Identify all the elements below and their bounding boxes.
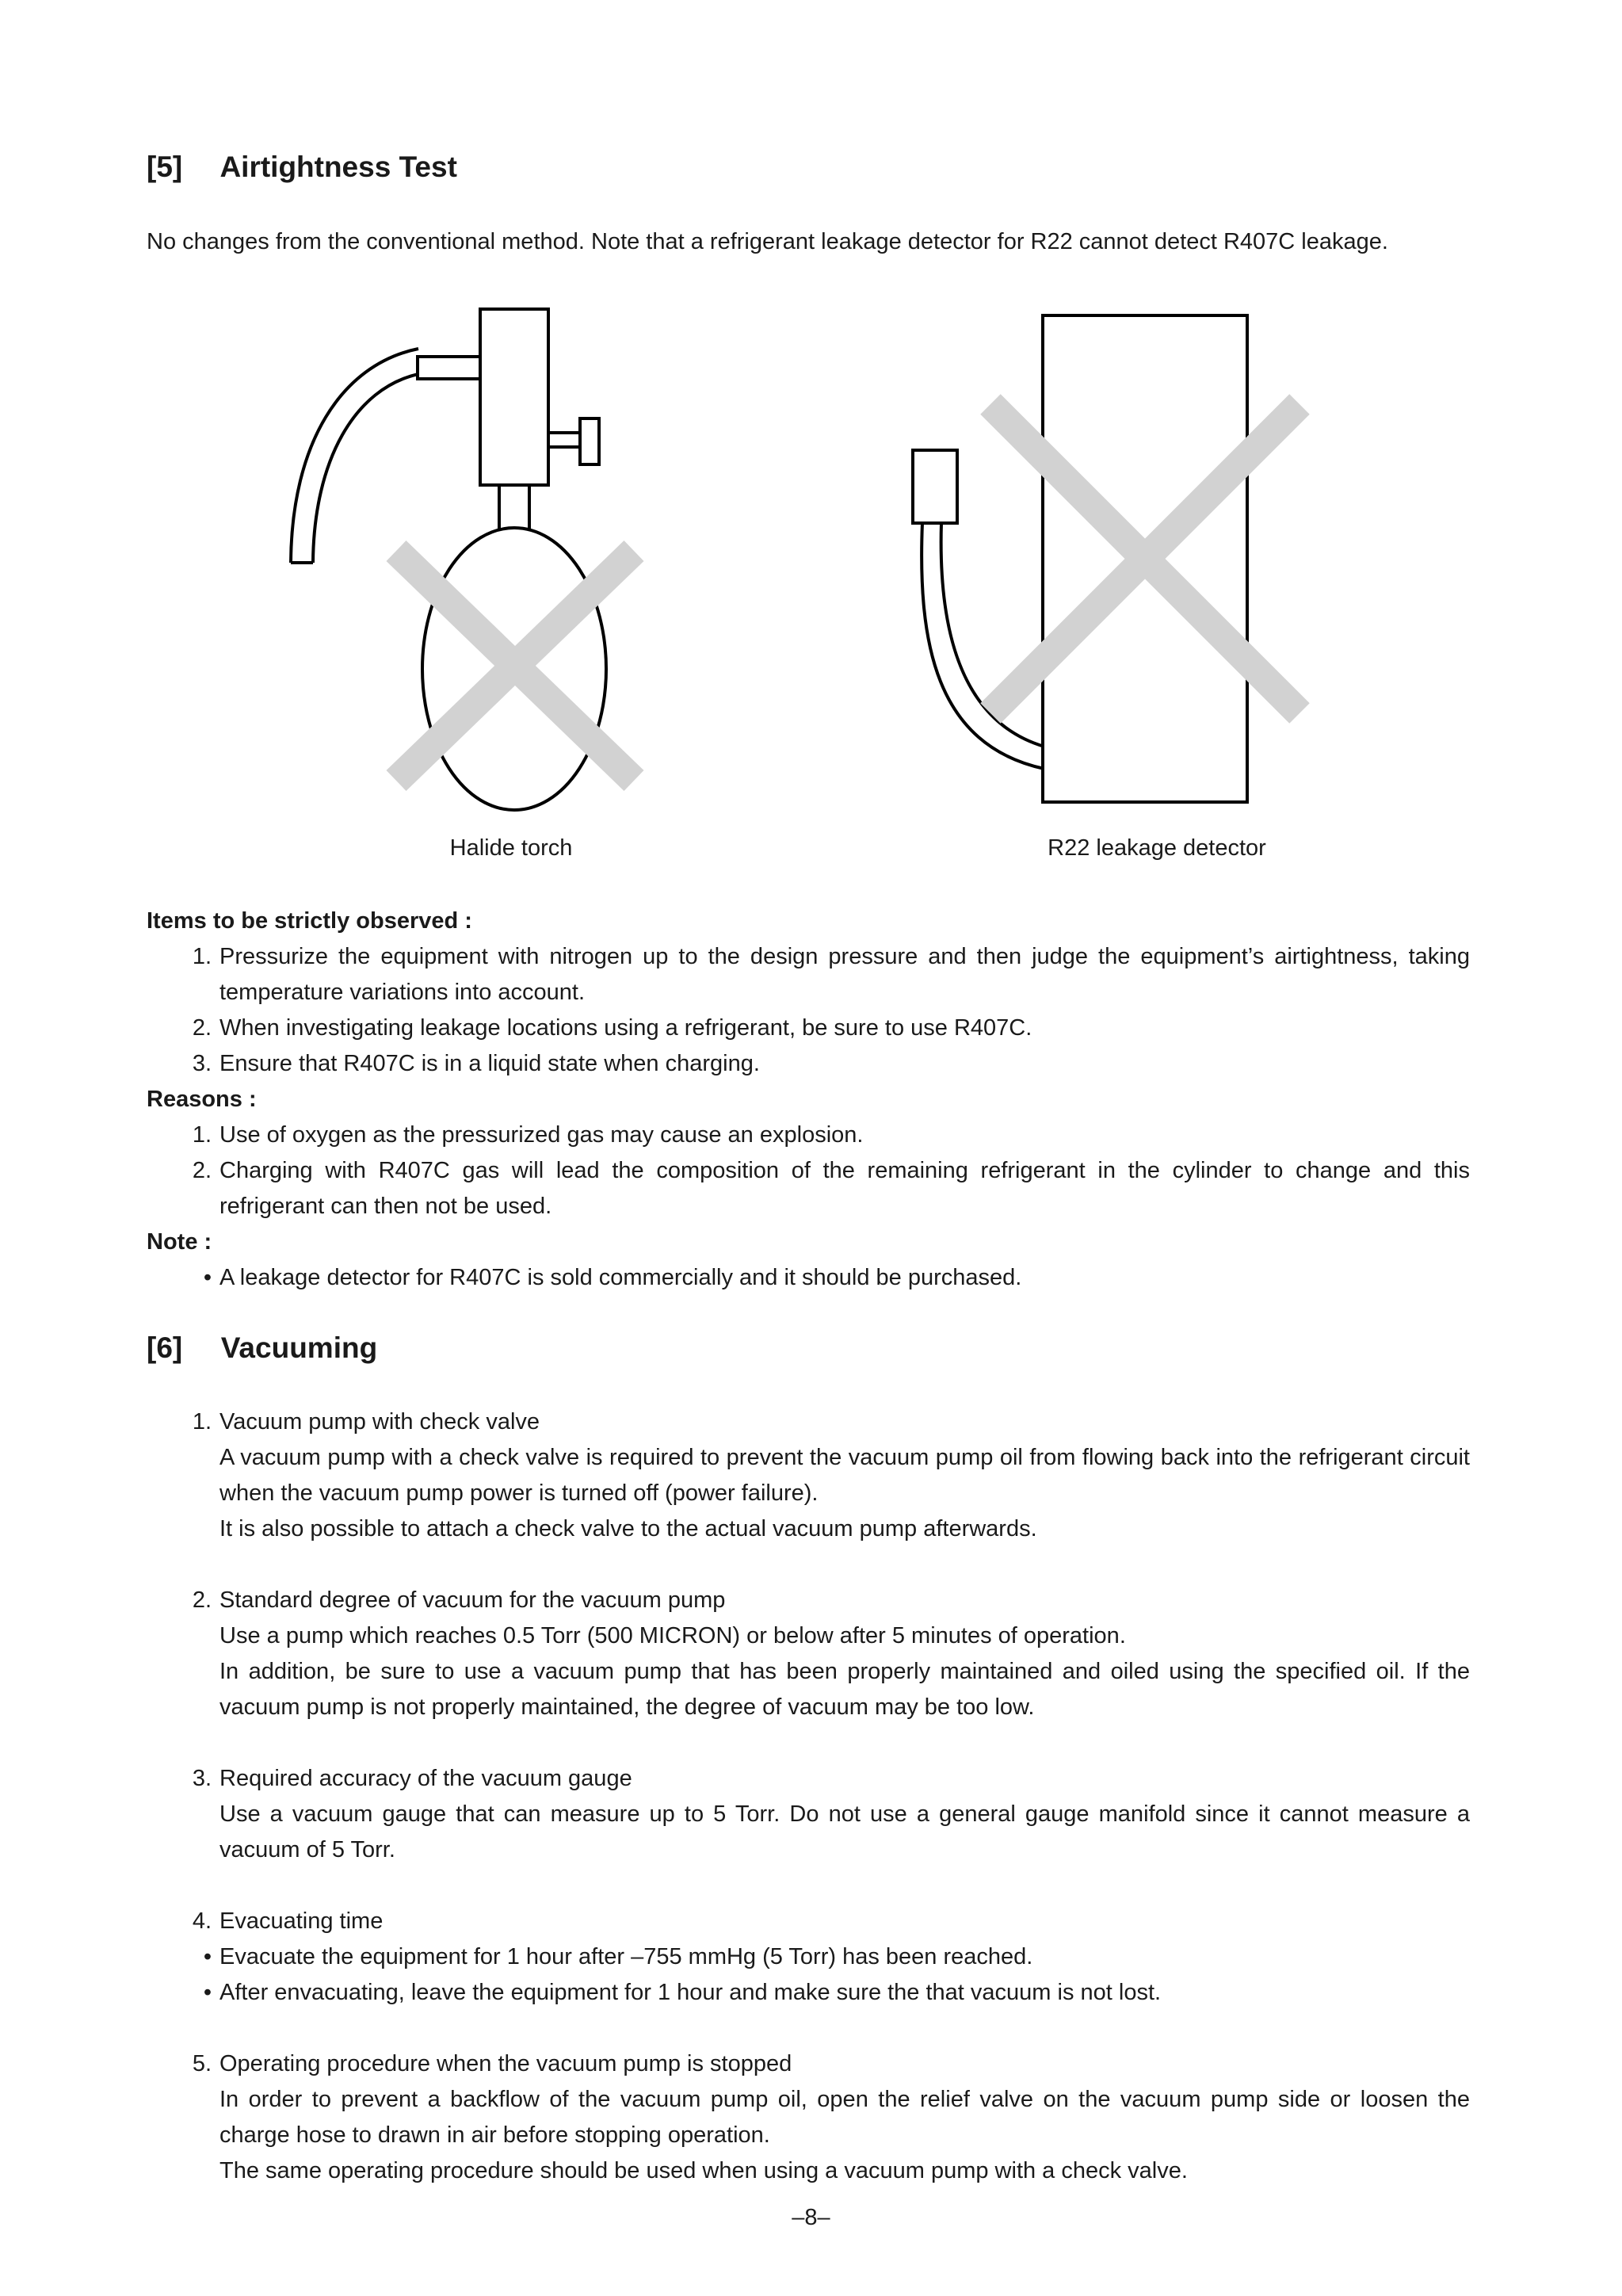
list-number: 2. — [192, 1158, 212, 1183]
leak-detector-figures — [0, 301, 1622, 856]
section-5-number: [5] — [147, 151, 183, 183]
observe-item-1 — [147, 939, 1470, 1010]
list-text: After envacuating, leave the equipment for 1 hour and make sure the that vacuum is not lost. — [219, 1980, 1162, 2005]
list-number: 3. — [192, 1051, 212, 1076]
bullet: • — [203, 1265, 212, 1290]
page-number: –8– — [792, 2205, 830, 2230]
list-number: 5. — [192, 2051, 212, 2076]
section-6-heading — [147, 1331, 377, 1365]
item-heading: Required accuracy of the vacuum gauge — [219, 1766, 632, 1791]
note-item-1 — [147, 1260, 1470, 1296]
halide-torch-caption: Halide torch — [449, 835, 573, 861]
item-line: The same operating procedure should be used when using a vacuum pump with a check valve. — [219, 2158, 1188, 2183]
section-5-heading — [147, 151, 457, 184]
list-text: Ensure that R407C is in a liquid state when charging. — [219, 1051, 760, 1076]
bullet: • — [203, 1980, 212, 2005]
vacuum-item-2 — [147, 1583, 1470, 1725]
section-5-title: Airtightness Test — [219, 151, 457, 183]
vacuum-item-4-bullet-1 — [147, 1939, 1470, 1975]
item-heading: Evacuating time — [219, 1908, 384, 1934]
r22-leakage-detector-illustration — [913, 315, 1247, 802]
list-number: 1. — [192, 1122, 212, 1148]
list-number: 4. — [192, 1908, 212, 1934]
list-text: Charging with R407C gas will lead the composition of the remaining refrigerant in the cylinder to change and this refrigerant can then not be used. — [219, 1158, 1470, 1219]
item-line: In order to prevent a backflow of the vacuum pump oil, open the relief valve on the vacuum pump side or loosen the charge hose to drawn in air before stopping operation. — [219, 2087, 1470, 2148]
list-number: 3. — [192, 1766, 212, 1791]
r22-detector-caption: R22 leakage detector — [1048, 835, 1266, 861]
item-line: In addition, be sure to use a vacuum pump that has been properly maintained and oiled using the specified oil. If the vacuum pump is not properly maintained, the degree of vacuum may be too low. — [219, 1659, 1470, 1720]
list-text: Pressurize the equipment with nitrogen up to the design pressure and then judge the equipment’s airtightness, taking temperature variations into account. — [219, 944, 1470, 1005]
observe-item-3 — [147, 1046, 1470, 1082]
list-number: 2. — [192, 1015, 212, 1041]
section-5-intro: No changes from the conventional method. Note that a refrigerant leakage detector for R22 cannot detect R407C leakage. — [147, 229, 1388, 254]
item-heading: Standard degree of vacuum for the vacuum pump — [219, 1587, 726, 1613]
vacuum-item-1 — [147, 1404, 1470, 1547]
vacuum-item-3 — [147, 1761, 1470, 1868]
list-number: 1. — [192, 1409, 212, 1435]
list-text: When investigating leakage locations using a refrigerant, be sure to use R407C. — [219, 1015, 1032, 1041]
item-heading: Vacuum pump with check valve — [219, 1409, 540, 1435]
note-label: Note : — [147, 1229, 212, 1255]
observe-label: Items to be strictly observed : — [147, 908, 472, 934]
item-line: A vacuum pump with a check valve is required to prevent the vacuum pump oil from flowing back into the refrigerant circuit when the vacuum pump power is turned off (power failure). — [219, 1445, 1470, 1506]
item-heading: Operating procedure when the vacuum pump is stopped — [219, 2051, 792, 2076]
list-number: 2. — [192, 1587, 212, 1613]
item-line: It is also possible to attach a check valve to the actual vacuum pump afterwards. — [219, 1516, 1037, 1541]
list-text: Use of oxygen as the pressurized gas may cause an explosion. — [219, 1122, 864, 1148]
reasons-label: Reasons : — [147, 1087, 257, 1112]
list-number: 1. — [192, 944, 212, 969]
bullet: • — [203, 1944, 212, 1969]
vacuum-item-5 — [147, 2046, 1470, 2189]
vacuum-item-4-bullet-2 — [147, 1975, 1470, 2011]
vacuum-item-4 — [147, 1904, 1470, 1939]
section-6-title: Vacuuming — [220, 1331, 378, 1364]
item-line: Use a vacuum gauge that can measure up to 5 Torr. Do not use a general gauge manifold since it cannot measure a vacuum of 5 Torr. — [219, 1801, 1470, 1862]
reasons-item-1 — [147, 1117, 1470, 1153]
list-text: A leakage detector for R407C is sold commercially and it should be purchased. — [219, 1265, 1022, 1290]
section-6-number: [6] — [147, 1331, 183, 1364]
reasons-item-2 — [147, 1153, 1470, 1224]
observe-item-2 — [147, 1010, 1470, 1046]
item-line: Use a pump which reaches 0.5 Torr (500 MICRON) or below after 5 minutes of operation. — [219, 1623, 1126, 1648]
list-text: Evacuate the equipment for 1 hour after –755 mmHg (5 Torr) has been reached. — [219, 1944, 1033, 1969]
